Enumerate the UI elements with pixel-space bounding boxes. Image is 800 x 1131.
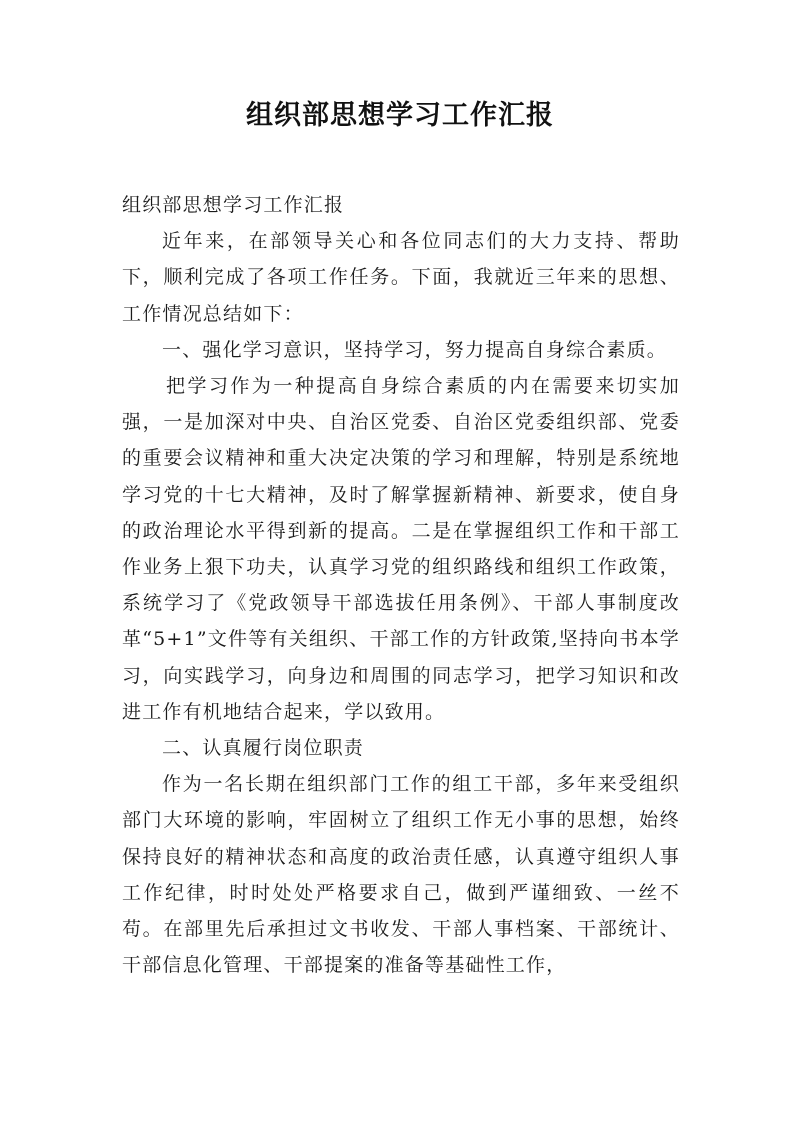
document-body: [122, 187, 680, 983]
section-heading-2: 二、认真履行岗位职责: [162, 737, 365, 760]
paragraph-heading: 组织部思想学习工作汇报: [122, 194, 345, 216]
paragraph-duties: 作为一名长期在组织部门工作的组工干部，多年来受组织部门大环境的影响，牢固树立了组织工作无小事的思想，始终保持良好的精神状态和高度的政治责任感，认真遵守组织人事工作纪律，时时处处严格要求自己，做到严谨细致、一丝不苟。在部里先后承担过文书收发、干部人事档案、干部统计、干部信息化管理、干部提案的准备等基础性工作，: [122, 773, 680, 977]
section-heading-1: 一、强化学习意识，坚持学习，努力提高自身综合素质。: [162, 338, 668, 361]
document-title: 组织部思想学习工作汇报: [246, 100, 554, 131]
paragraph-study: 把学习作为一种提高自身综合素质的内在需要来切实加强，一是加深对中央、自治区党委、自治区党委组织部、党委的重要会议精神和重大决定决策的学习和理解，特别是系统地学习党的十七大精神，及时了解掌握新精神、新要求，使自身的政治理论水平得到新的提高。二是在掌握组织工作和干部工作业务上狠下功夫，认真学习党的组织路线和组织工作政策，系统学习了《党政领导干部选拔任用条例》、干部人事制度改革“5+1”文件等有关组织、干部工作的方针政策,坚持向书本学习，向实践学习，向身边和周围的同志学习，把学习知识和改进工作有机地结合起来，学以致用。: [122, 375, 680, 723]
paragraph-intro: 近年来，在部领导关心和各位同志们的大力支持、帮助下，顺利完成了各项工作任务。下面，我就近三年来的思想、工作情况总结如下：: [122, 230, 680, 325]
